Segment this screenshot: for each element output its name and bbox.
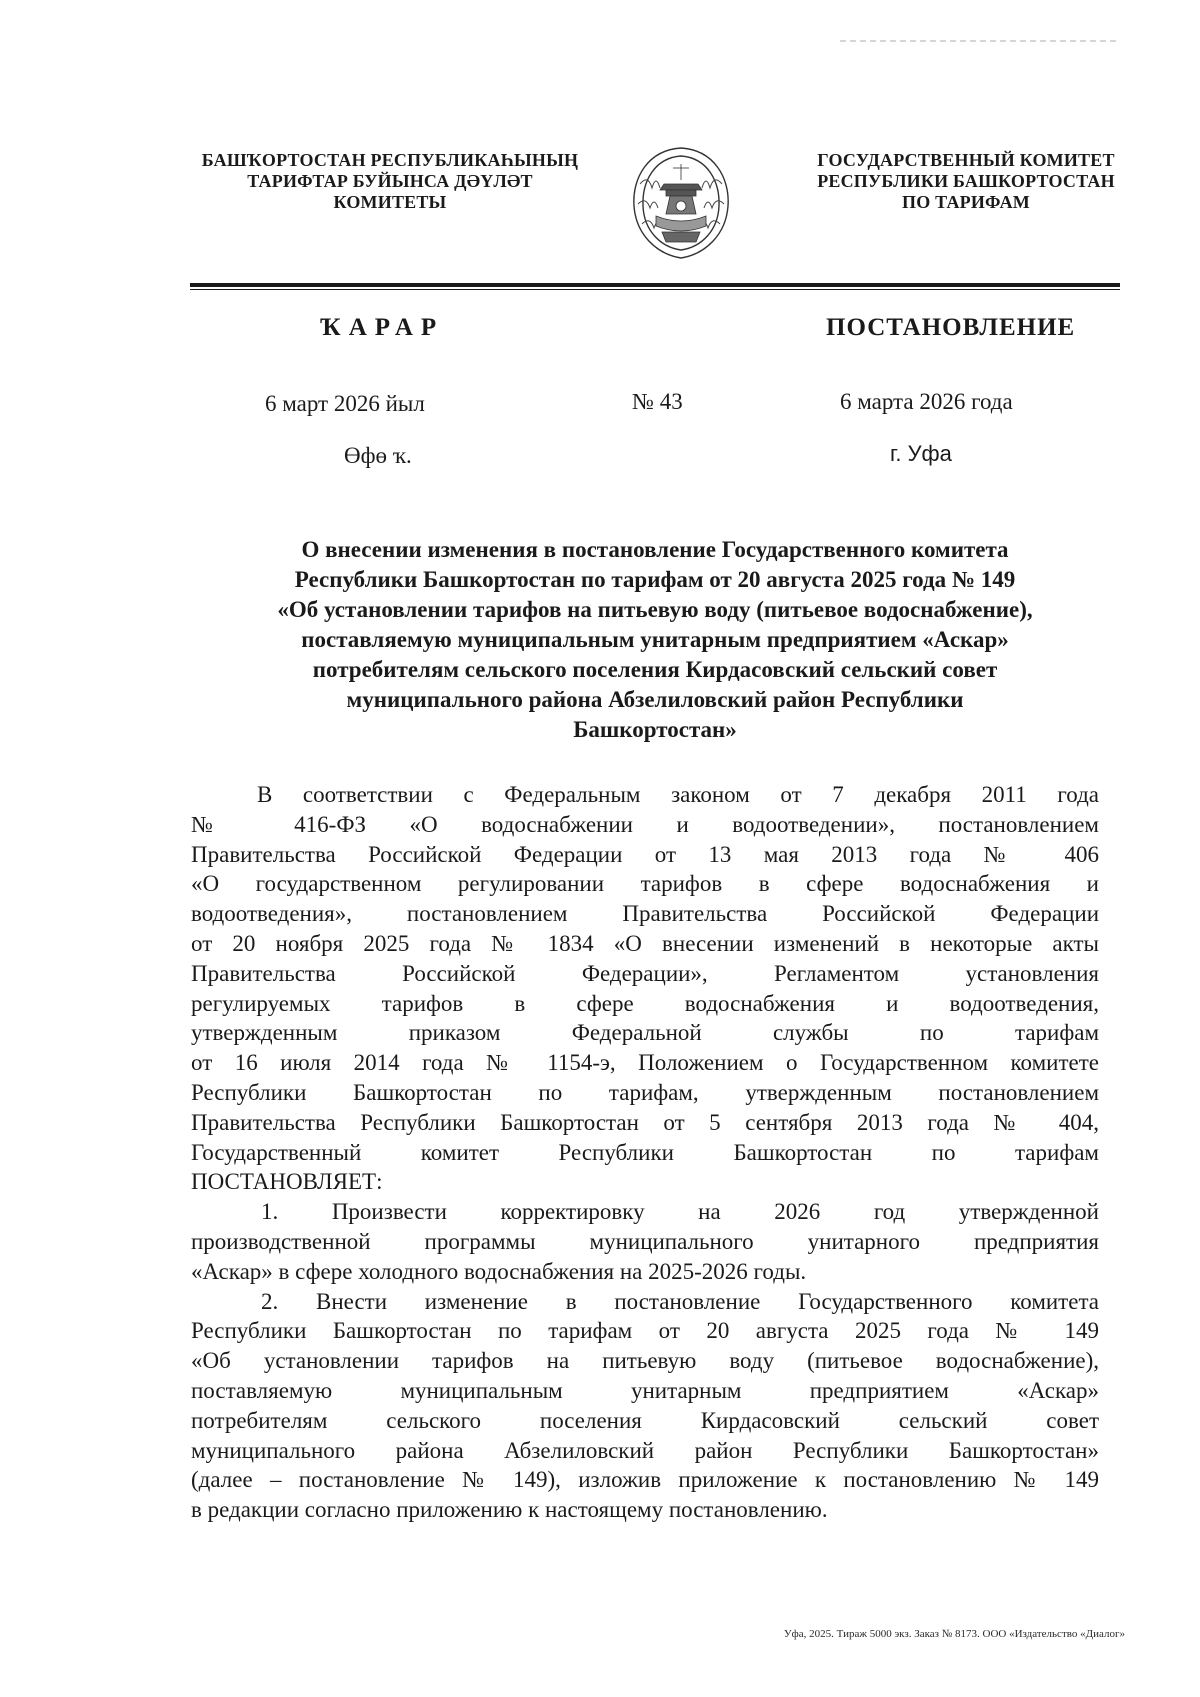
item-2-line: 2. Внести изменение в постановление Государственного комитета [261, 1288, 1099, 1314]
item-2-line: «Об установлении тарифов на питьевую воду (питьевое водоснабжение), [191, 1348, 1099, 1374]
preamble-decree-word: ПОСТАНОВЛЯЕТ: [191, 1169, 383, 1195]
print-footer: Уфа, 2025. Тираж 5000 экз. Заказ № 8173. ООО «Издательство «Диалог» [783, 1628, 1125, 1640]
preamble-line: № 416-ФЗ «О водоснабжении и водоотведении», постановлением [191, 811, 1099, 837]
header-russian-line-3: ПО ТАРИФАМ [902, 192, 1030, 212]
date-russian: 6 марта 2026 года [840, 389, 1013, 414]
item-2-line: муниципального района Абзелиловский район Республики Башкортостан» [191, 1437, 1099, 1463]
item-2-line: потребителям сельского поселения Кирдасовский сельский совет [191, 1407, 1099, 1433]
preamble-line: Государственный комитет Республики Башкортостан по тарифам [191, 1139, 1099, 1165]
preamble-line: от 16 июля 2014 года № 1154-э, Положением о Государственном комитете [191, 1050, 1099, 1076]
header-bashkir-line-2: ТАРИФТАР БУЙЫНСА ДӘҮЛӘТ [247, 171, 533, 191]
title-line: «Об установлении тарифов на питьевую воду (питьевое водоснабжение), [277, 597, 1033, 622]
title-line: Республики Башкортостан по тарифам от 20 августа 2025 года № 149 [294, 567, 1016, 592]
header-bashkir-line-1: БАШҠОРТОСТАН РЕСПУБЛИКАҺЫНЫҢ [201, 150, 579, 170]
preamble-line: «О государственном регулировании тарифов в сфере водоснабжения и [191, 871, 1099, 897]
title-line: Башкортостан» [573, 717, 737, 742]
title-line: муниципального района Абзелиловский район Республики [346, 687, 964, 712]
preamble-line: водоотведения», постановлением Правительства Российской Федерации [191, 901, 1099, 927]
document-number: № 43 [632, 389, 683, 414]
item-2-line: (далее – постановление № 149), изложив приложение к постановлению № 149 [191, 1467, 1099, 1493]
item-1-line: 1. Произвести корректировку на 2026 год утвержденной [261, 1199, 1099, 1225]
header-russian [806, 150, 1126, 213]
header-bashkir-line-3: КОМИТЕТЫ [333, 192, 447, 212]
title-line: поставляемую муниципальным унитарным предприятием «Аскар» [301, 627, 1009, 652]
preamble-line: Правительства Российской Федерации», Регламентом установления [191, 960, 1099, 986]
preamble-line: Правительства Республики Башкортостан от 5 сентября 2013 года № 404, [191, 1109, 1099, 1135]
header-russian-line-2: РЕСПУБЛИКИ БАШКОРТОСТАН [817, 171, 1115, 191]
preamble-line: регулируемых тарифов в сфере водоснабжения и водоотведения, [191, 990, 1099, 1016]
item-2-line: Республики Башкортостан по тарифам от 20 августа 2025 года № 149 [191, 1318, 1099, 1344]
preamble-line: В соответствии с Федеральным законом от 7 декабря 2011 года [257, 782, 1099, 807]
header-rule-thin [190, 289, 1120, 290]
header-russian-line-1: ГОСУДАРСТВЕННЫЙ КОМИТЕТ [817, 150, 1115, 170]
item-2-line: поставляемую муниципальным унитарным предприятием «Аскар» [191, 1377, 1099, 1403]
preamble-line: Республики Башкортостан по тарифам, утвержденным постановлением [191, 1079, 1099, 1105]
city-bashkir: Өфө ҡ. [344, 443, 412, 468]
title-line: потребителям сельского поселения Кирдасовский сельский совет [312, 657, 998, 682]
date-bashkir: 6 март 2026 йыл [265, 391, 425, 416]
item-1-line: «Аскар» в сфере холодного водоснабжения на 2025-2026 годы. [191, 1258, 807, 1284]
bashkortostan-emblem-icon [626, 144, 736, 262]
act-type-bashkir: ҠАРАР [320, 314, 445, 341]
document-body [191, 780, 1099, 1525]
city-russian: г. Уфа [890, 441, 952, 466]
title-line: О внесении изменения в постановление Государственного комитета [301, 537, 1009, 562]
item-2-line: в редакции согласно приложению к настоящему постановлению. [191, 1497, 828, 1523]
document-title [180, 535, 1130, 745]
preamble-line: Правительства Российской Федерации от 13 мая 2013 года № 406 [191, 841, 1099, 867]
header-bashkir [180, 150, 600, 213]
preamble-line: утвержденным приказом Федеральной службы по тарифам [191, 1020, 1099, 1046]
header-rule-thick [190, 283, 1120, 287]
item-1-line: производственной программы муниципального унитарного предприятия [191, 1228, 1099, 1254]
preamble-line: от 20 ноября 2025 года № 1834 «О внесении изменений в некоторые акты [191, 930, 1099, 956]
act-type-russian: ПОСТАНОВЛЕНИЕ [826, 314, 1076, 341]
scan-artifact [840, 40, 1120, 42]
